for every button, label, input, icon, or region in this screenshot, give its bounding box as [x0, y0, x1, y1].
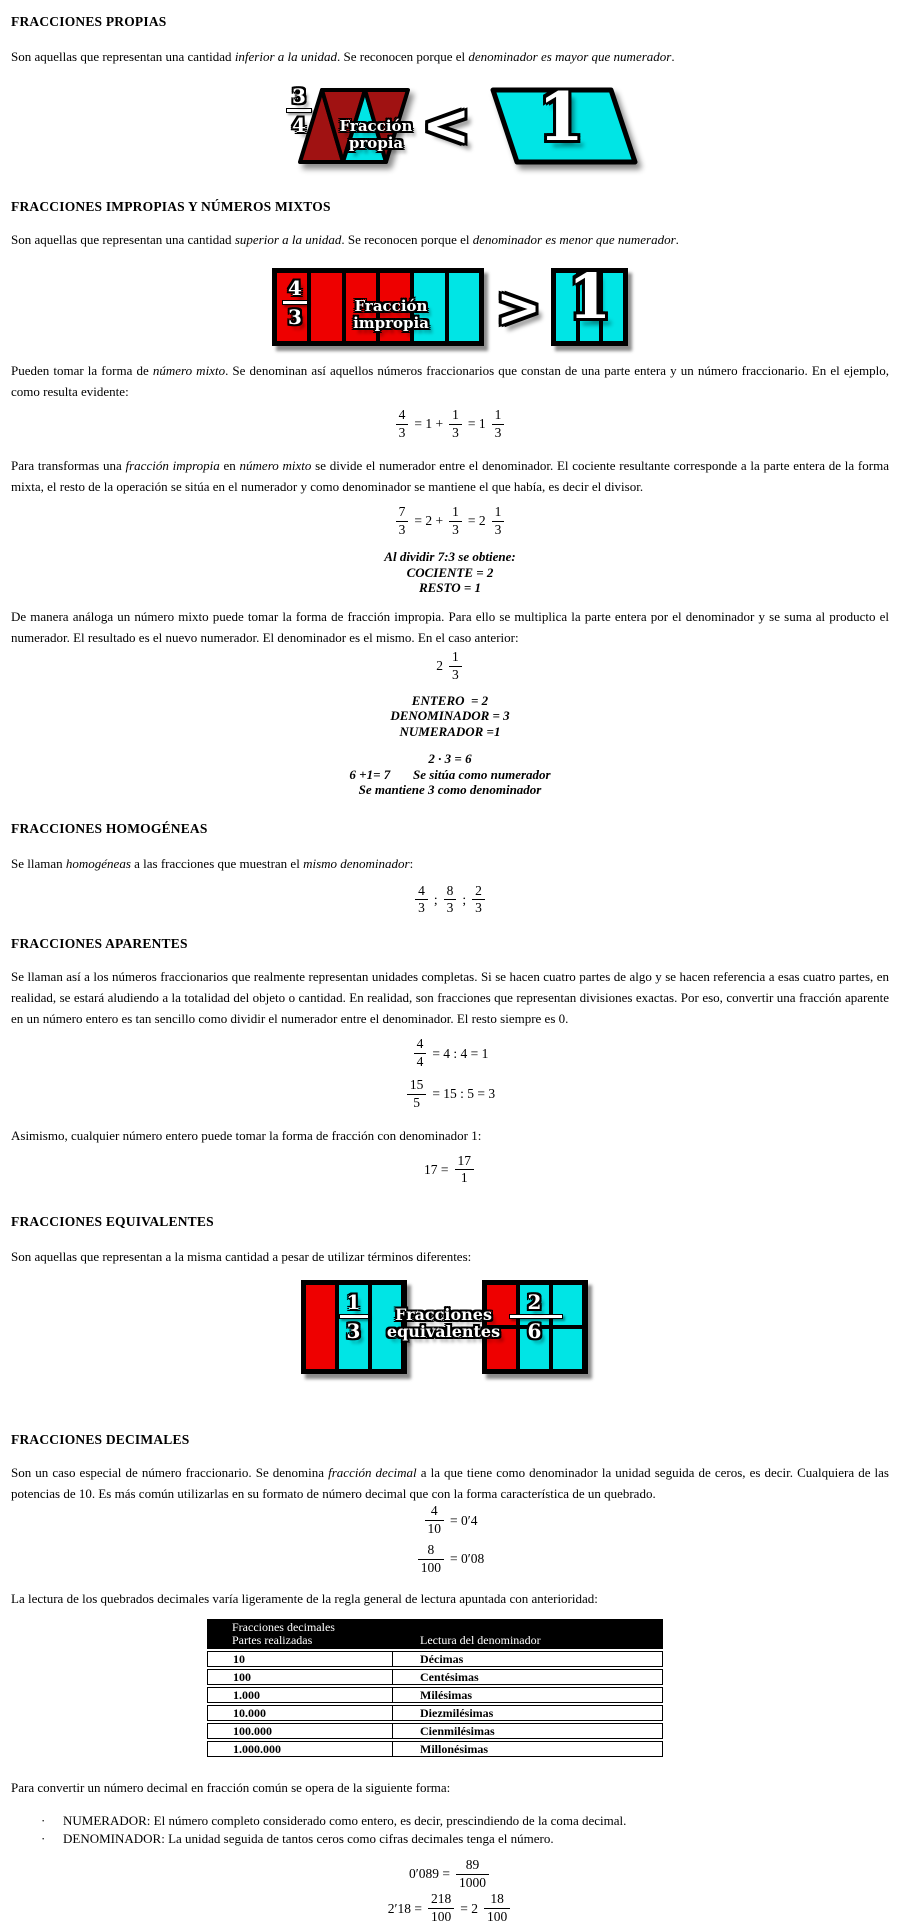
- math-text: = 0′08: [450, 1551, 485, 1567]
- fraction-numerator: 8: [444, 884, 457, 901]
- fraction-numerator: 1: [449, 408, 462, 425]
- fraction-numerator: 8: [418, 1543, 444, 1560]
- bullet-marker: ·: [41, 1830, 46, 1846]
- text-segment: . Se reconocen porque el: [337, 49, 469, 64]
- table-cell-partes: 10.000: [208, 1706, 393, 1720]
- centered-line: DENOMINADOR = 3: [390, 708, 510, 724]
- figure-fraction-numerator: 3: [292, 84, 306, 108]
- text-segment: .: [675, 232, 679, 247]
- figure-caption-equivalentes: [386, 1306, 502, 1340]
- centered-line: NUMERADOR =1: [399, 723, 501, 739]
- fraction: [472, 884, 485, 917]
- fraction-denominator: 100: [420, 1559, 442, 1575]
- fraction: [418, 1543, 444, 1576]
- table-cell-partes: 1.000.000: [208, 1742, 393, 1756]
- table-col-header-lectura: Lectura del denominador: [420, 1632, 541, 1647]
- math-text: = 2: [467, 513, 486, 529]
- figure-fraction-2-6: [520, 1290, 550, 1344]
- table-cell-partes: 1.000: [208, 1688, 393, 1702]
- math-text: = 2 +: [414, 513, 444, 529]
- fraction-denominator: 1000: [458, 1874, 486, 1890]
- block-division-result: [11, 549, 889, 596]
- text-segment-italic: denominador es mayor que numerador: [468, 49, 672, 64]
- math-text: = 1 +: [414, 416, 444, 432]
- math-text: ;: [462, 891, 467, 907]
- centered-line: COCIENTE = 2: [406, 564, 494, 580]
- fraction-denominator: 5: [413, 1094, 420, 1110]
- formula-218: [11, 1892, 889, 1925]
- fraction-numerator: 89: [456, 1858, 489, 1875]
- heading-fracciones-impropias: FRACCIONES IMPROPIAS Y NÚMEROS MIXTOS: [11, 199, 331, 214]
- table-row: [207, 1651, 663, 1667]
- centered-line: ENTERO = 2: [411, 692, 489, 708]
- table-cell-lectura: Diezmilésimas: [420, 1705, 494, 1720]
- formula-2-1-3: [11, 650, 889, 683]
- para-decimales: [11, 1462, 889, 1504]
- math-text: 2: [436, 658, 443, 674]
- fraction-numerator: 1: [449, 505, 462, 522]
- less-than-symbol: <: [422, 91, 471, 159]
- para-homogeneas: [11, 853, 889, 874]
- text-segment: a las fracciones que muestran el: [130, 855, 304, 871]
- fraction-numerator: 1: [492, 408, 505, 425]
- math-text: 17 =: [424, 1161, 449, 1177]
- para-equivalentes: [11, 1246, 889, 1267]
- fraction-denominator: 10: [427, 1521, 442, 1537]
- fraction: [492, 505, 505, 538]
- document-page: [0, 14, 900, 1925]
- fraction-numerator: 4: [415, 884, 428, 901]
- fraction-denominator: 3: [452, 521, 459, 537]
- centered-line: 2 · 3 = 6: [428, 751, 472, 767]
- text-segment-italic: fracción decimal: [328, 1465, 417, 1481]
- fraction-numerator: 218: [428, 1892, 454, 1909]
- fraction-numerator: 4: [425, 1504, 445, 1521]
- fraction: [415, 884, 428, 917]
- caption-line: equivalentes: [386, 1322, 501, 1342]
- text-segment: Son un caso especial de número fraccionario. Se denomina: [11, 1465, 329, 1481]
- grid-cell-cyan: [551, 1283, 584, 1327]
- decimal-table-body: [207, 1651, 663, 1757]
- figure-fraction-4-3: [282, 278, 308, 327]
- table-header: [207, 1619, 663, 1649]
- para-propias: [11, 46, 889, 67]
- heading-fracciones-equivalentes: FRACCIONES EQUIVALENTES: [11, 1214, 214, 1230]
- fraction-denominator: 3: [446, 900, 454, 916]
- text-segment: . Se reconocen porque el: [341, 232, 473, 247]
- fraction-numerator: 4: [414, 1037, 427, 1054]
- centered-line: Al dividir 7:3 se obtiene:: [384, 549, 516, 565]
- unit-one-glyph: 1: [538, 78, 584, 156]
- text-segment-italic: homogéneas: [65, 855, 131, 871]
- text-segment: . Se denominan así aquellos números fraccionarios que constan de una parte entera y un número fraccionario. En el ejemplo, como resulta evidente:: [11, 363, 889, 399]
- formula-17: [11, 1154, 889, 1187]
- fraction-denominator: 100: [430, 1909, 452, 1925]
- table-cell-lectura: Centésimas: [420, 1669, 479, 1684]
- formula-4-4: [11, 1037, 889, 1070]
- math-text: = 1: [467, 416, 486, 432]
- figure-fraction-numerator: 1: [346, 1290, 361, 1315]
- text-segment-italic: denominador es menor que numerador: [472, 232, 676, 247]
- para-analoga: [11, 606, 889, 648]
- text-segment: Asimismo, cualquier número entero puede tomar la forma de fracción con denominador 1:: [11, 1127, 482, 1143]
- text-segment: La lectura de los quebrados decimales varía ligeramente de la regla general de lectura apuntada con anterioridad:: [11, 1590, 598, 1606]
- table-col-header-partes: Partes realizadas: [232, 1632, 313, 1647]
- table-cell-lectura: Cienmilésimas: [420, 1723, 495, 1738]
- table-row: [207, 1741, 663, 1757]
- bullet-text: DENOMINADOR: La unidad seguida de tantos ceros como cifras decimales tenga el número.: [63, 1830, 554, 1846]
- block-producto: [11, 751, 889, 798]
- fraction: [456, 1858, 489, 1891]
- figure-fracciones-equivalentes: [301, 1280, 588, 1376]
- text-segment: :: [409, 855, 414, 871]
- para-transformar: [11, 455, 889, 497]
- bullet-text: NUMERADOR: El número completo considerado como entero, es decir, prescindiendo de la coma decimal.: [63, 1812, 627, 1828]
- caption-line: Fracciones: [395, 1305, 492, 1325]
- math-text: 0′089 =: [409, 1866, 450, 1882]
- text-segment: Son aquellas que representan una cantidad: [11, 232, 235, 247]
- math-text: = 2: [460, 1900, 478, 1916]
- bullet-marker: ·: [41, 1812, 46, 1828]
- para-lectura: [11, 1588, 889, 1609]
- para-entero-fraccion: [11, 1125, 889, 1146]
- figure-fraction-3-4: [286, 86, 312, 135]
- figure-fraction-denominator: 3: [288, 305, 302, 329]
- figure-fraction-denominator: 3: [346, 1319, 361, 1344]
- text-segment-italic: número mixto: [152, 363, 226, 378]
- para-convertir: [11, 1777, 889, 1798]
- unit-one-glyph: 1: [568, 260, 612, 333]
- table-cell-lectura: Décimas: [420, 1651, 464, 1666]
- fraction-numerator: 1: [492, 505, 505, 522]
- heading-fracciones-homogeneas: FRACCIONES HOMOGÉNEAS: [11, 820, 208, 836]
- centered-line: Se mantiene 3 como denominador: [358, 782, 542, 798]
- fraction-denominator: 100: [486, 1909, 508, 1925]
- formula-homogeneas: [11, 884, 889, 917]
- text-segment: en: [219, 457, 240, 473]
- bullet-numerador: [41, 1814, 889, 1828]
- text-segment-italic: inferior a la unidad: [234, 49, 338, 64]
- math-text: 2′18 =: [387, 1900, 422, 1916]
- text-segment-italic: número mixto: [239, 457, 312, 473]
- text-segment-italic: superior a la unidad: [234, 232, 342, 247]
- greater-than-symbol: >: [496, 275, 542, 339]
- fraction: [396, 505, 409, 538]
- text-segment: Son aquellas que representan una cantidad: [11, 49, 235, 64]
- fraction-denominator: 3: [398, 424, 406, 440]
- text-segment: Para transformas una: [11, 457, 126, 473]
- table-row: [207, 1687, 663, 1703]
- figure-fraction-1-3: [339, 1290, 369, 1344]
- fraction-numerator: 15: [407, 1078, 427, 1095]
- bar-cell-red: [304, 1283, 337, 1371]
- fraction-denominator: 3: [475, 900, 482, 916]
- text-segment: Se llaman: [11, 855, 66, 871]
- fraction: [425, 1504, 445, 1537]
- formula-0089: [11, 1858, 889, 1891]
- figure-fraction-numerator: 2: [527, 1290, 542, 1315]
- figure-fraccion-impropia: [272, 260, 628, 346]
- text-segment-italic: mismo denominador: [303, 855, 410, 871]
- table-cell-lectura: Milésimas: [420, 1687, 472, 1702]
- heading-fracciones-aparentes: FRACCIONES APARENTES: [11, 936, 188, 952]
- block-entero-denominador: [11, 693, 889, 740]
- figure-fraccion-propia: [286, 78, 642, 166]
- text-segment: Pueden tomar la forma de: [11, 363, 153, 378]
- text-segment: Son aquellas que representan a la misma cantidad a pesar de utilizar términos diferentes:: [11, 1249, 472, 1265]
- para-aparentes: [11, 966, 889, 1029]
- math-text: = 4 : 4 = 1: [432, 1045, 489, 1061]
- table-cell-partes: 100: [208, 1670, 393, 1684]
- centered-line: 6 +1= 7 Se sitúa como numerador: [349, 766, 551, 782]
- centered-line: RESTO = 1: [418, 580, 482, 596]
- math-text: = 0′4: [450, 1512, 478, 1528]
- text-segment: se divide el numerador entre el denominador. El cociente resultante corresponde a la parte entera de la forma mixta, el resto de la operación se sitúa en el numerador y como denominador se mantiene el que había, es decir el divisor.: [11, 457, 889, 494]
- figure-caption-propia: Fracción propia: [339, 117, 413, 152]
- fraction-numerator: 1: [449, 650, 462, 667]
- text-segment: De manera análoga un número mixto puede tomar la forma de fracción impropia. Para ello se multiplica la parte entera por el denominador y se suma al producto el numerador. El resultado es el nuevo numerador. El denominador es el mismo. En el caso anterior:: [11, 608, 889, 645]
- fraction-numerator: 18: [484, 1892, 510, 1909]
- formula-7-3-mixed: [11, 505, 889, 538]
- table-title: Fracciones decimales: [232, 1619, 335, 1634]
- fraction-denominator: 3: [494, 521, 502, 537]
- fraction-denominator: 4: [416, 1054, 424, 1070]
- table-cell-partes: 10: [208, 1652, 393, 1666]
- table-row: [207, 1705, 663, 1721]
- fraction: [449, 408, 462, 441]
- fraction-denominator: 3: [398, 521, 406, 537]
- figure-fraction-denominator: 4: [292, 113, 306, 137]
- figure-fraction-numerator: 4: [288, 276, 302, 300]
- text-segment: a la que tiene como denominador la unidad seguida de ceros, es decir. Cualquiera de las potencias de 10. Es más común utilizarlas en su formato de número decimal que con la forma característica de un quebrado.: [11, 1465, 889, 1502]
- figure-fraction-denominator: 6: [527, 1319, 542, 1344]
- table-cell-lectura: Millonésimas: [420, 1741, 488, 1756]
- table-row: [207, 1723, 663, 1739]
- fraction-numerator: 17: [455, 1154, 475, 1171]
- fraction: [449, 650, 462, 683]
- heading-fracciones-decimales: FRACCIONES DECIMALES: [11, 1432, 190, 1448]
- fraction: [414, 1037, 427, 1070]
- formula-4-10: [11, 1504, 889, 1537]
- fraction: [492, 408, 505, 441]
- decimal-fractions-table: [207, 1619, 663, 1757]
- formula-4-3-mixed: [11, 408, 889, 441]
- formula-8-100: [11, 1543, 889, 1576]
- fraction-denominator: 1: [460, 1170, 468, 1186]
- text-segment-italic: fracción impropia: [125, 457, 220, 473]
- fraction-numerator: 7: [396, 505, 409, 522]
- fraction: [428, 1892, 454, 1925]
- fraction-denominator: 3: [452, 424, 459, 440]
- math-text: ;: [433, 891, 438, 907]
- fraction: [449, 505, 462, 538]
- grid-cell-cyan: [551, 1327, 584, 1371]
- fraction: [444, 884, 457, 917]
- fraction-denominator: 3: [452, 666, 459, 682]
- heading-fracciones-propias: FRACCIONES PROPIAS: [11, 14, 167, 29]
- figure-caption-impropia: Fracción impropia: [353, 297, 429, 332]
- text-segment: .: [671, 49, 675, 64]
- para-numero-mixto: [11, 360, 889, 402]
- bullet-denominador: [41, 1832, 889, 1846]
- fraction: [484, 1892, 510, 1925]
- fraction: [455, 1154, 475, 1187]
- fraction-denominator: 3: [494, 424, 502, 440]
- math-text: = 15 : 5 = 3: [432, 1086, 496, 1102]
- table-row: [207, 1669, 663, 1685]
- para-impropias: [11, 229, 889, 250]
- text-segment: Para convertir un número decimal en fracción común se opera de la siguiente forma:: [11, 1779, 451, 1795]
- formula-15-5: [11, 1078, 889, 1111]
- table-cell-partes: 100.000: [208, 1724, 393, 1738]
- fraction: [396, 408, 409, 441]
- fraction-denominator: 3: [418, 900, 425, 916]
- fraction: [407, 1078, 427, 1111]
- text-segment: Se llaman así a los números fraccionarios que realmente representan unidades completas. Si se hacen cuatro partes de algo y se hacen referencia a esas cuatro partes, en realidad, se estará aludiendo a la totalidad del objeto o cantidad. En realidad, son fracciones que representan divisiones exactas. Por eso, convertir una fracción aparente en un número entero es tan sencillo como dividir el numerador entre el denominador. El resto siempre es 0.: [11, 969, 889, 1027]
- fraction-numerator: 4: [396, 408, 409, 425]
- fraction-numerator: 2: [472, 884, 485, 901]
